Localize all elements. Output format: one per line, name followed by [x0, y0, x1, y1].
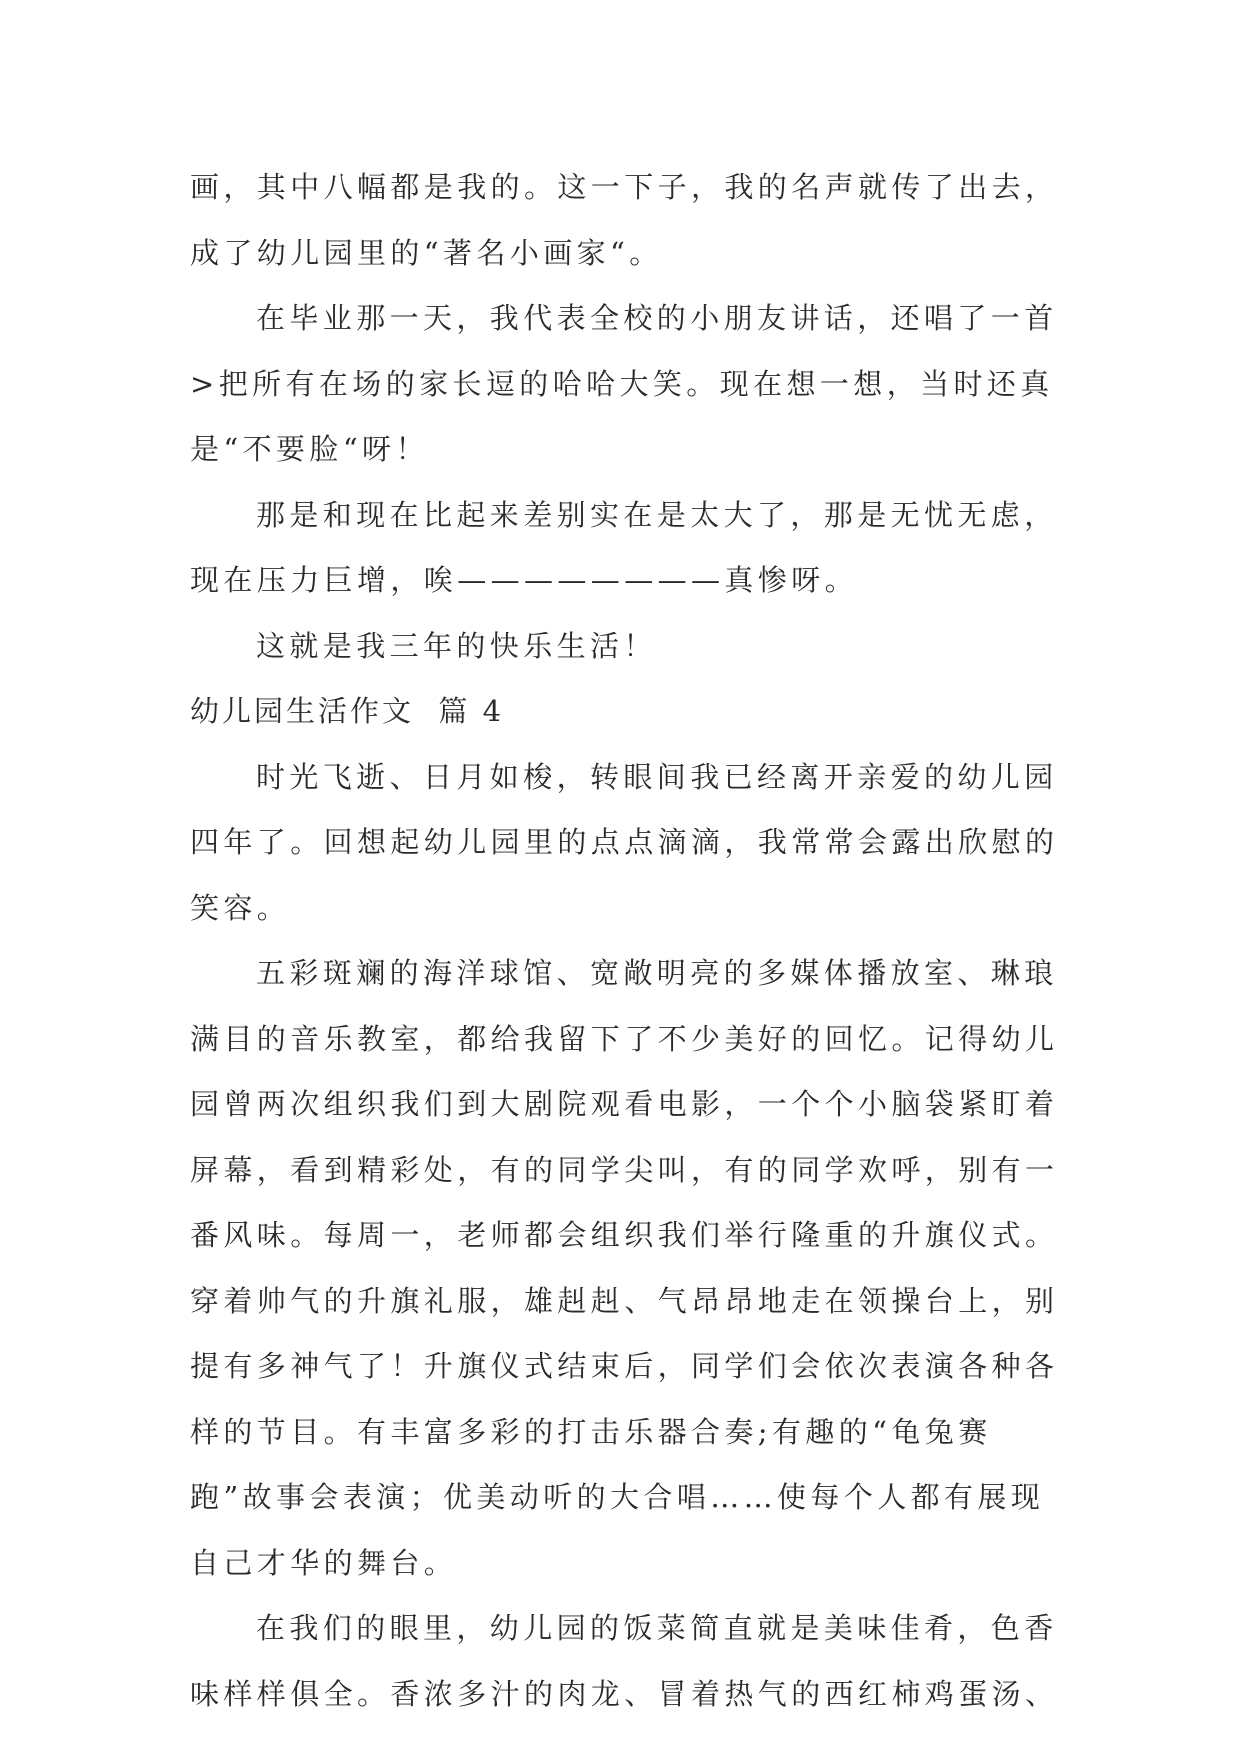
section-heading: 幼儿园生活作文 篇 4: [190, 694, 505, 728]
paragraph-5: 时光飞逝、日月如梭，转眼间我已经离开亲爱的幼儿园四年了。回想起幼儿园里的点点滴滴，我常常会露出欣慰的笑容。: [190, 759, 1059, 925]
paragraph-7: 在我们的眼里，幼儿园的饭菜简直就是美味佳肴，色香味样样俱全。香浓多汁的肉龙、冒着热气的西红柿鸡蛋汤、: [190, 1611, 1059, 1711]
paragraph-4: 这就是我三年的快乐生活！: [256, 628, 657, 663]
document-body: [190, 155, 1070, 1727]
paragraph-6: 五彩斑斓的海洋球馆、宽敞明亮的多媒体播放室、琳琅满目的音乐教室，都给我留下了不少美好的回忆。记得幼儿园曾两次组织我们到大剧院观看电影，一个个小脑袋紧盯着屏幕，看到精彩处，有的同学尖叫，有的同学欢呼，别有一番风味。每周一，老师都会组织我们举行隆重的升旗仪式。穿着帅气的升旗礼服，雄赳赳、气昂昂地走在领操台上，别提有多神气了！升旗仪式结束后，同学们会依次表演各种各样的节目。有丰富多彩的打击乐器合奏;有趣的“龟兔赛跑”故事会表演；优美动听的大合唱……使每个人都有展现自己才华的舞台。: [190, 956, 1059, 1580]
paragraph-2: 在毕业那一天，我代表全校的小朋友讲话，还唱了一首>把所有在场的家长逗的哈哈大笑。现在想一想，当时还真是“不要脸“呀！: [190, 301, 1058, 466]
paragraph-1: 画，其中八幅都是我的。这一下子，我的名声就传了出去，成了幼儿园里的“著名小画家“。: [190, 170, 1059, 270]
paragraph-3: 那是和现在比起来差别实在是太大了，那是无忧无虑，现在压力巨增，唉————————真惨呀。: [190, 497, 1058, 597]
